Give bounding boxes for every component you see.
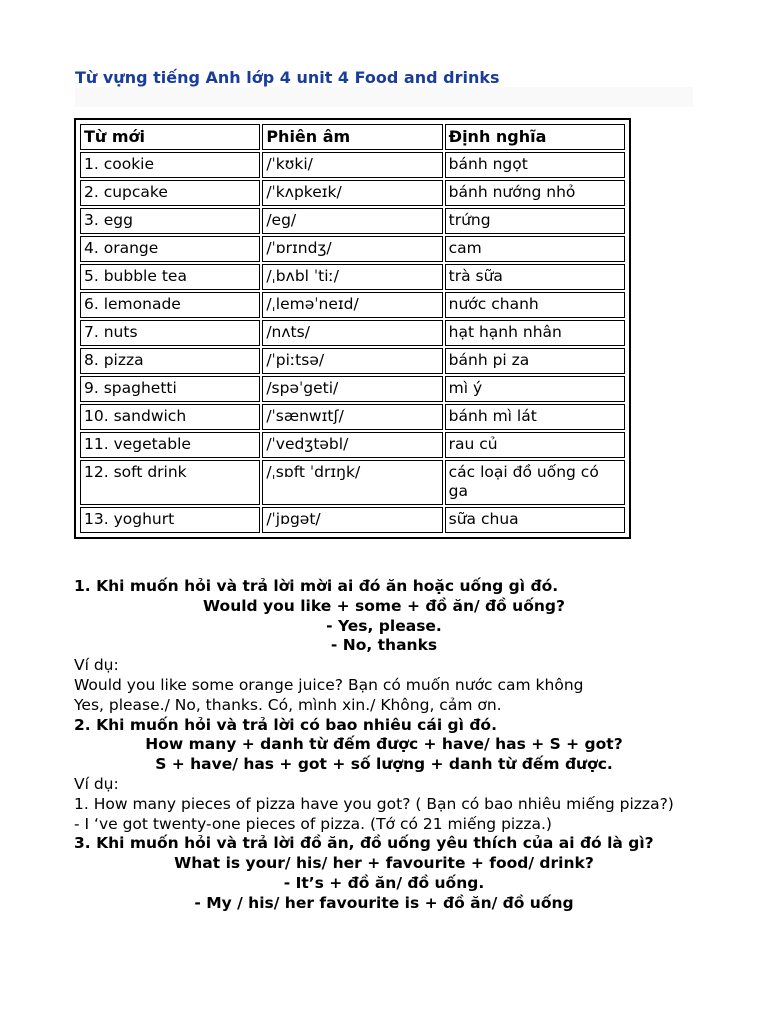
cell-pronunciation: /ˌleməˈneɪd/ — [262, 292, 442, 318]
cell-word: 2. cupcake — [80, 180, 260, 206]
cell-definition: rau củ — [445, 432, 625, 458]
table-row — [80, 180, 625, 206]
section-2-example: - I ‘ve got twenty-one pieces of pizza. (Tớ có 21 miếng pizza.) — [74, 814, 552, 833]
cell-word: 7. nuts — [80, 320, 260, 346]
section-2-pattern: How many + danh từ đếm được + have/ has + S + got? — [145, 735, 623, 754]
cell-definition: bánh pi za — [445, 348, 625, 374]
section-3-pattern: What is your/ his/ her + favourite + food/ drink? — [174, 854, 594, 873]
section-1-pattern: - Yes, please. — [326, 616, 442, 635]
cell-word: 9. spaghetti — [80, 376, 260, 402]
table-row — [80, 376, 625, 402]
header-new-word: Từ mới — [80, 124, 260, 150]
cell-definition: bánh ngọt — [445, 152, 625, 178]
cell-word: 13. yoghurt — [80, 507, 260, 533]
table-header-row — [80, 124, 625, 150]
cell-pronunciation: /spəˈgeti/ — [262, 376, 442, 402]
section-1-heading: 1. Khi muốn hỏi và trả lời mời ai đó ăn hoặc uống gì đó. — [74, 577, 559, 595]
cell-pronunciation: /ˈkʌpkeɪk/ — [262, 180, 442, 206]
cell-definition: mì ý — [445, 376, 625, 402]
table-row — [80, 236, 625, 262]
cell-word: 12. soft drink — [80, 460, 260, 505]
cell-definition: trứng — [445, 208, 625, 234]
cell-word: 3. egg — [80, 208, 260, 234]
cell-definition: trà sữa — [445, 264, 625, 290]
section-2-pattern: S + have/ has + got + số lượng + danh từ đếm được. — [155, 755, 613, 774]
cell-pronunciation: /ˈsænwɪtʃ/ — [262, 404, 442, 430]
cell-definition: sữa chua — [445, 507, 625, 533]
cell-pronunciation: /ˌsɒft ˈdrɪŋk/ — [262, 460, 442, 505]
section-2-example: 1. How many pieces of pizza have you got? ( Bạn có bao nhiêu miếng pizza?) — [74, 794, 674, 813]
section-1-pattern: Would you like + some + đồ ăn/ đồ uống? — [203, 596, 565, 615]
table-row — [80, 460, 625, 505]
header-definition: Định nghĩa — [445, 124, 625, 150]
section-3-heading: 3. Khi muốn hỏi và trả lời đồ ăn, đồ uống yêu thích của ai đó là gì? — [74, 834, 654, 853]
table-row — [80, 320, 625, 346]
table-row — [80, 432, 625, 458]
cell-pronunciation: /ˈkʊki/ — [262, 152, 442, 178]
grammar-notes — [74, 577, 694, 914]
table-row — [80, 404, 625, 430]
cell-pronunciation: /eg/ — [262, 208, 442, 234]
cell-definition: hạt hạnh nhân — [445, 320, 625, 346]
table-row — [80, 348, 625, 374]
cell-pronunciation: /ˌbʌbl ˈtiː/ — [262, 264, 442, 290]
section-3-pattern: - It’s + đồ ăn/ đồ uống. — [283, 873, 485, 892]
cell-word: 4. orange — [80, 236, 260, 262]
section-1-example-label: Ví dụ: — [74, 656, 119, 675]
table-row — [80, 208, 625, 234]
table-row — [80, 507, 625, 533]
cell-pronunciation: /ˈjɒgət/ — [262, 507, 442, 533]
cell-pronunciation: /ˈɒrɪndʒ/ — [262, 236, 442, 262]
cell-definition: nước chanh — [445, 292, 625, 318]
cell-word: 10. sandwich — [80, 404, 260, 430]
cell-word: 8. pizza — [80, 348, 260, 374]
cell-definition: bánh nướng nhỏ — [445, 180, 625, 206]
cell-definition: bánh mì lát — [445, 404, 625, 430]
cell-word: 11. vegetable — [80, 432, 260, 458]
cell-pronunciation: /ˈvedʒtəbl/ — [262, 432, 442, 458]
table-row — [80, 264, 625, 290]
cell-definition: các loại đồ uống có ga — [445, 460, 625, 505]
section-2-example-label: Ví dụ: — [74, 774, 119, 793]
cell-word: 5. bubble tea — [80, 264, 260, 290]
title-underlay — [75, 87, 693, 107]
page-title: Từ vựng tiếng Anh lớp 4 unit 4 Food and drinks — [75, 68, 500, 87]
cell-word: 1. cookie — [80, 152, 260, 178]
header-pronunciation: Phiên âm — [262, 124, 442, 150]
section-1-pattern: - No, thanks — [330, 636, 438, 655]
cell-word: 6. lemonade — [80, 292, 260, 318]
section-3-pattern: - My / his/ her favourite is + đồ ăn/ đồ uống — [194, 893, 574, 912]
vocabulary-table — [74, 118, 631, 539]
cell-definition: cam — [445, 236, 625, 262]
table-row — [80, 152, 625, 178]
cell-pronunciation: /ˈpiːtsə/ — [262, 348, 442, 374]
table-row — [80, 292, 625, 318]
cell-pronunciation: /nʌts/ — [262, 320, 442, 346]
section-2-heading: 2. Khi muốn hỏi và trả lời có bao nhiêu cái gì đó. — [74, 715, 497, 734]
section-1-example: Yes, please./ No, thanks. Có, mình xin./ Không, cảm ơn. — [74, 695, 502, 714]
section-1-example: Would you like some orange juice? Bạn có muốn nước cam không — [74, 675, 584, 694]
